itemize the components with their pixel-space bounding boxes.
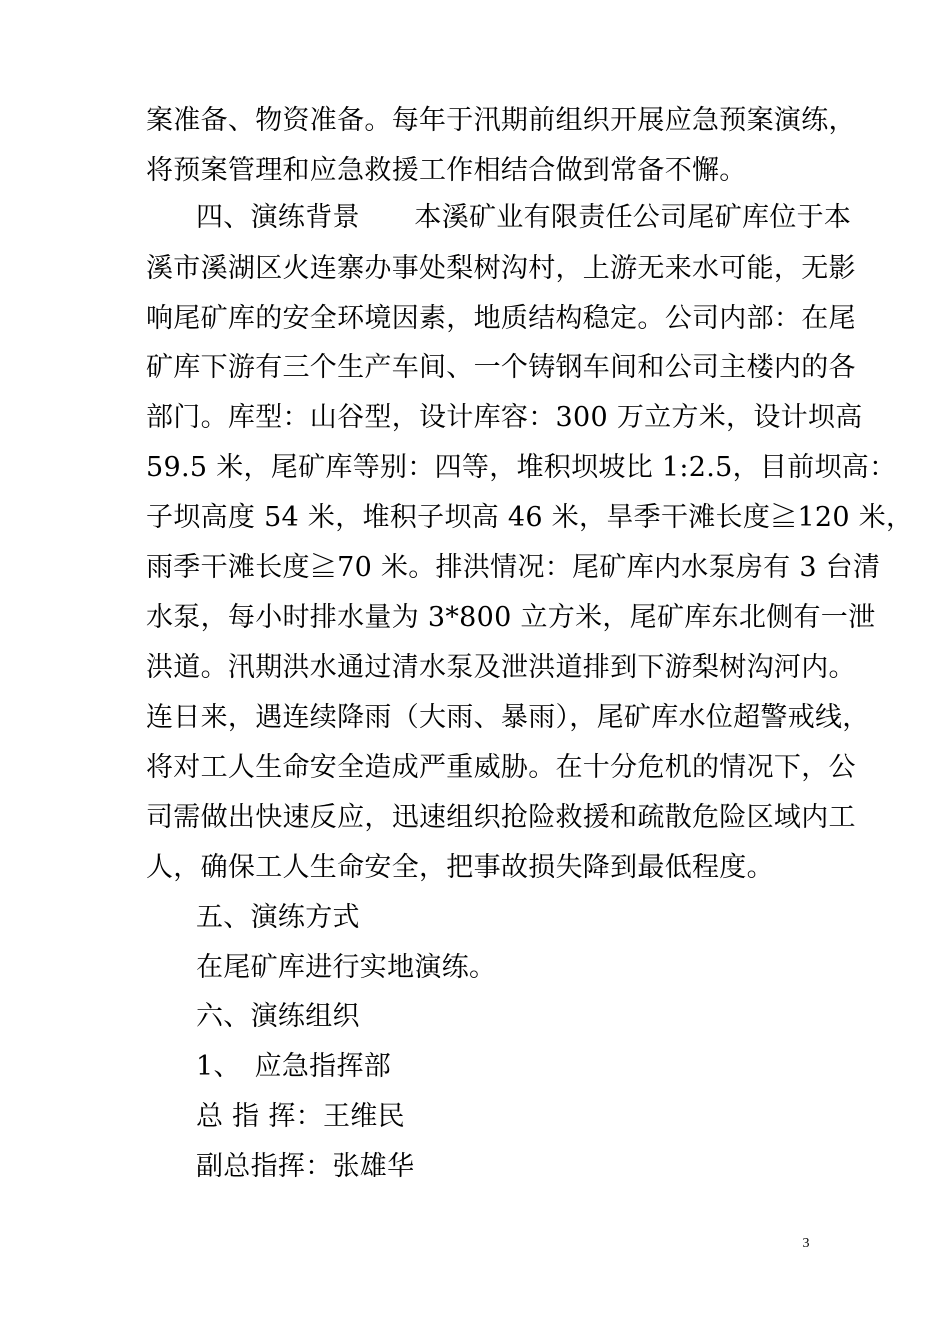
paragraph-line: 案准备、物资准备。每年于汛期前组织开展应急预案演练， [146, 105, 856, 136]
page-number: 3 [802, 1236, 810, 1251]
section-heading: 六、演练组织 [196, 1001, 360, 1032]
paragraph-line: 司需做出快速反应，迅速组织抢险救援和疏散危险区域内工 [146, 802, 856, 833]
paragraph-line: 部门。库型：山谷型，设计库容：300 万立方米，设计坝高 [146, 402, 863, 433]
paragraph-line: 子坝高度 54 米，堆积子坝高 46 米，旱季干滩长度≧120 米， [146, 502, 914, 533]
deputy-commander-line: 副总指挥：张雄华 [196, 1151, 415, 1182]
paragraph-line: 溪市溪湖区火连寨办事处梨树沟村，上游无来水可能，无影 [146, 253, 856, 284]
paragraph-line: 将预案管理和应急救援工作相结合做到常备不懈。 [146, 155, 747, 186]
paragraph-line: 人，确保工人生命安全，把事故损失降到最低程度。 [146, 852, 774, 883]
paragraph-line: 洪道。汛期洪水通过清水泵及泄洪道排到下游梨树沟河内。 [146, 652, 856, 683]
paragraph-line: 响尾矿库的安全环境因素，地质结构稳定。公司内部：在尾 [146, 303, 856, 334]
paragraph-line: 矿库下游有三个生产车间、一个铸钢车间和公司主楼内的各 [146, 352, 856, 383]
paragraph-line: 在尾矿库进行实地演练。 [196, 952, 497, 983]
section-heading: 五、演练方式 [196, 902, 360, 933]
section-heading-line: 四、演练背景 本溪矿业有限责任公司尾矿库位于本 [196, 202, 852, 233]
subsection-heading: 1、 应急指挥部 [196, 1051, 392, 1082]
paragraph-line: 将对工人生命安全造成严重威胁。在十分危机的情况下，公 [146, 752, 856, 783]
paragraph-line: 水泵，每小时排水量为 3*800 立方米，尾矿库东北侧有一泄 [146, 602, 876, 633]
paragraph-line: 雨季干滩长度≧70 米。排洪情况：尾矿库内水泵房有 3 台清 [146, 552, 881, 583]
paragraph-line: 连日来，遇连续降雨（大雨、暴雨），尾矿库水位超警戒线， [146, 702, 870, 733]
commander-line: 总 指 挥：王维民 [196, 1101, 405, 1132]
paragraph-line: 59.5 米，尾矿库等别：四等，堆积坝坡比 1:2.5，目前坝高： [146, 452, 897, 483]
